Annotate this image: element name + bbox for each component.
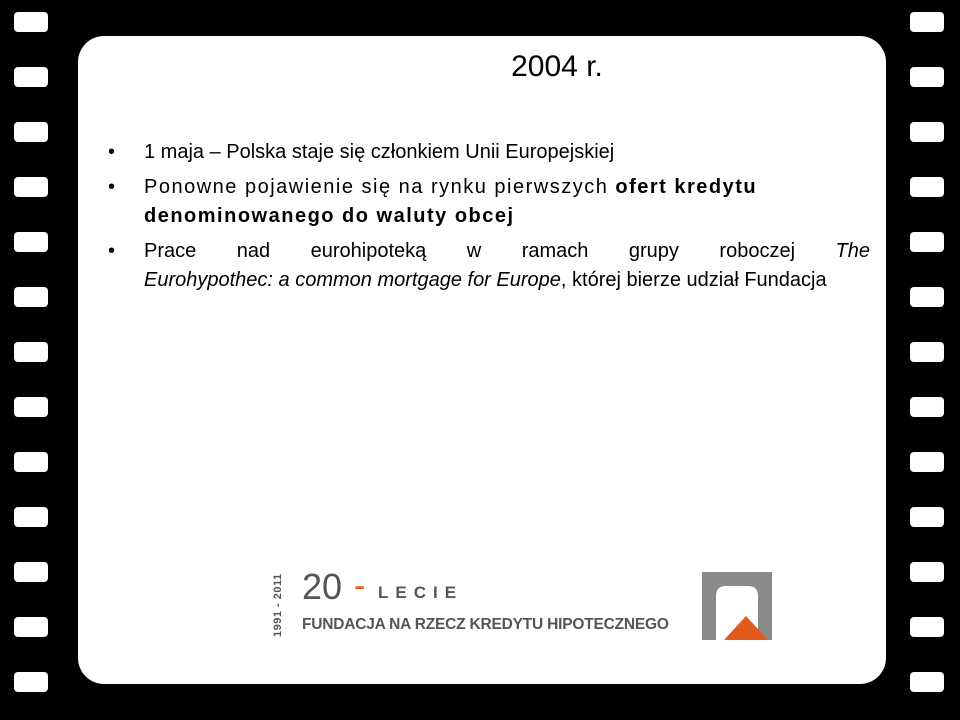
film-sprocket-hole [910, 67, 944, 87]
film-sprocket-hole [14, 452, 48, 472]
bullet-2-bold-text: ofert kredytu denominowanego do waluty obcej [144, 176, 758, 227]
foundation-logo-icon [702, 572, 772, 640]
film-strip-right [900, 0, 960, 720]
film-sprocket-hole [14, 342, 48, 362]
film-sprocket-hole [14, 617, 48, 637]
film-sprocket-hole [14, 232, 48, 252]
film-sprocket-hole [14, 67, 48, 87]
film-sprocket-hole [14, 287, 48, 307]
bullet-item-3 [108, 237, 870, 295]
anniversary-dash: - [354, 567, 366, 605]
anniversary-footer [272, 568, 772, 644]
film-sprocket-hole [14, 122, 48, 142]
bullet-item-1 [108, 138, 870, 167]
film-sprocket-hole [14, 507, 48, 527]
years-range: 1991 - 2011 [272, 573, 284, 637]
film-sprocket-hole [910, 287, 944, 307]
bullet-3-text: Prace nad eurohipoteką w ramach grupy roboczej [144, 240, 836, 262]
bullet-3-end-text: , której bierze udział Fundacja [560, 269, 827, 291]
film-sprocket-hole [910, 562, 944, 582]
film-sprocket-hole [910, 232, 944, 252]
film-sprocket-hole [910, 672, 944, 692]
film-sprocket-hole [910, 397, 944, 417]
anniversary-lecie: LECIE [378, 583, 464, 602]
slide-title: 2004 r. [511, 50, 603, 83]
film-sprocket-hole [910, 507, 944, 527]
film-sprocket-hole [14, 12, 48, 32]
bullet-1-text: 1 maja – Polska staje się członkiem Unii Europejskiej [144, 141, 615, 163]
bullet-item-2 [108, 173, 870, 231]
film-sprocket-hole [910, 452, 944, 472]
film-sprocket-hole [910, 617, 944, 637]
anniversary-number: 20 [302, 566, 343, 607]
bullet-list [108, 138, 870, 301]
film-sprocket-hole [14, 672, 48, 692]
foundation-name: FUNDACJA NA RZECZ KREDYTU HIPOTECZNEGO [302, 616, 669, 633]
film-strip-left [0, 0, 60, 720]
film-sprocket-hole [14, 562, 48, 582]
film-sprocket-hole [14, 177, 48, 197]
film-sprocket-hole [910, 122, 944, 142]
film-sprocket-hole [910, 12, 944, 32]
film-sprocket-hole [14, 397, 48, 417]
bullet-2-text: Ponowne pojawienie się na rynku pierwszych [144, 176, 616, 198]
film-sprocket-hole [910, 342, 944, 362]
bullet-3-italic-text: The Eurohypothec: a common mortgage for Europe [144, 240, 870, 291]
film-sprocket-hole [910, 177, 944, 197]
